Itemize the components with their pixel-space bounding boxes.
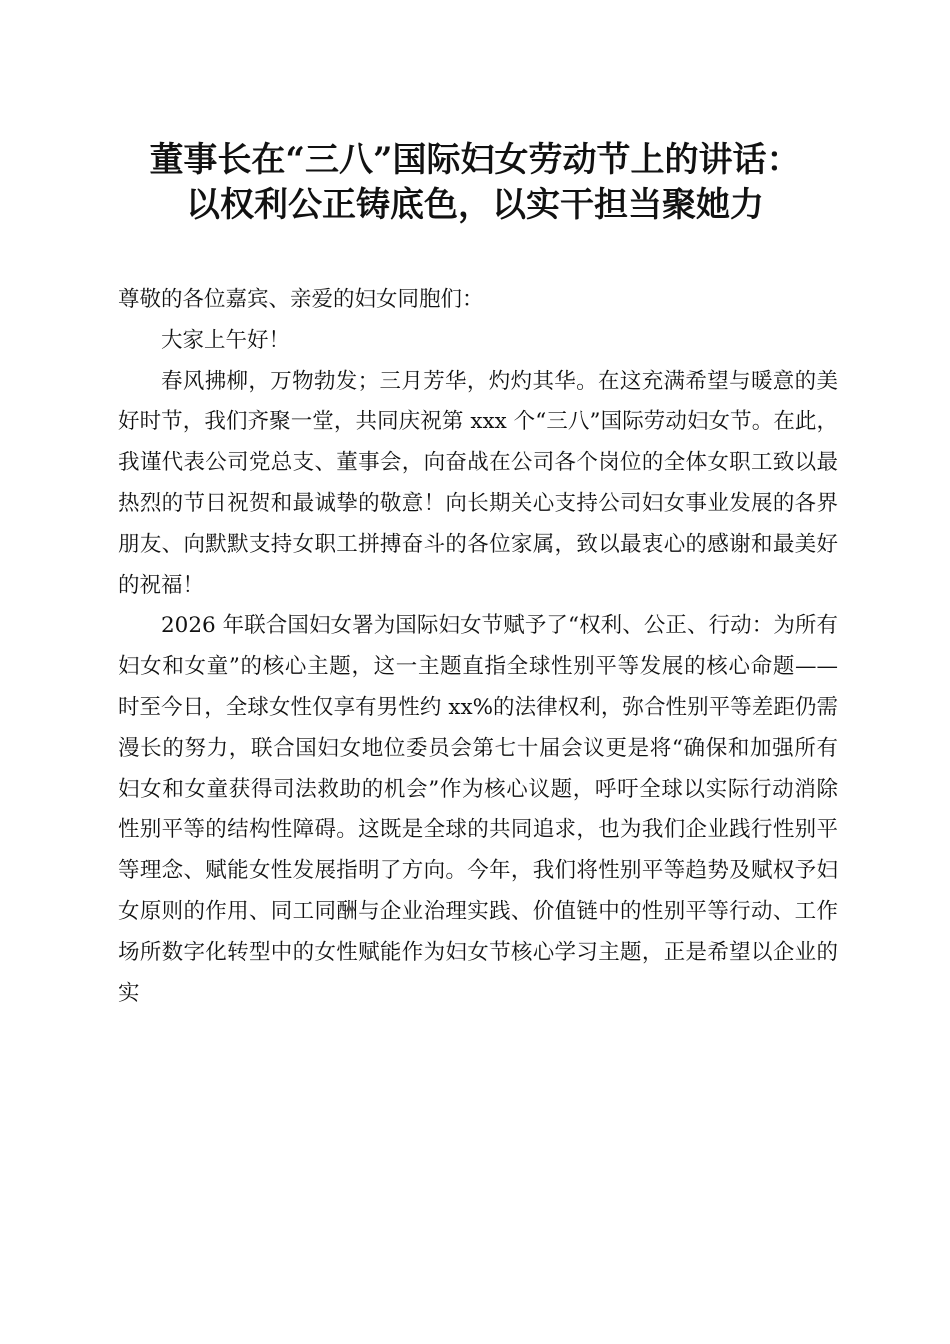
greeting: 大家上午好！	[161, 327, 291, 353]
document-title-line-2: 以权利公正铸底色，以实干担当聚她力	[186, 185, 764, 225]
salutation: 尊敬的各位嘉宾、亲爱的妇女同胞们：	[118, 287, 484, 312]
document-title-line-1: 董事长在“三八”国际妇女劳动节上的讲话：	[149, 140, 801, 180]
paragraph-1: 春风拂柳，万物勃发；三月芳华，灼灼其华。在这充满希望与暖意的美好时节，我们齐聚一堂，共同庆祝第 xxx 个“三八”国际劳动妇女节。在此，我谨代表公司党总支、董事会，向奋战在公司各个岗位的全体女职工致以最热烈的节日祝贺和最诚挚的敬意！向长期关心支持公司妇女事业发展的各界朋友、向默默支持女职工拼搏奋斗的各位家属，致以最衷心的感谢和最美好的祝福！	[118, 368, 838, 598]
document-body	[118, 280, 838, 1014]
paragraph-2: 2026 年联合国妇女署为国际妇女节赋予了“权利、公正、行动：为所有妇女和女童”的核心主题，这一主题直指全球性别平等发展的核心命题——时至今日，全球女性仅享有男性约 xx%的法律权利，弥合性别平等差距仍需漫长的努力，联合国妇女地位委员会第七十届会议更是将“确保和加强所有妇女和女童获得司法救助的机会”作为核心议题，呼吁全球以实际行动消除性别平等的结构性障碍。这既是全球的共同追求，也为我们企业践行性别平等理念、赋能女性发展指明了方向。今年，我们将性别平等趋势及赋权予妇女原则的作用、同工同酬与企业治理实践、价值链中的性别平等行动、工作场所数字化转型中的女性赋能作为妇女节核心学习主题，正是希望以企业的实	[118, 613, 838, 1006]
